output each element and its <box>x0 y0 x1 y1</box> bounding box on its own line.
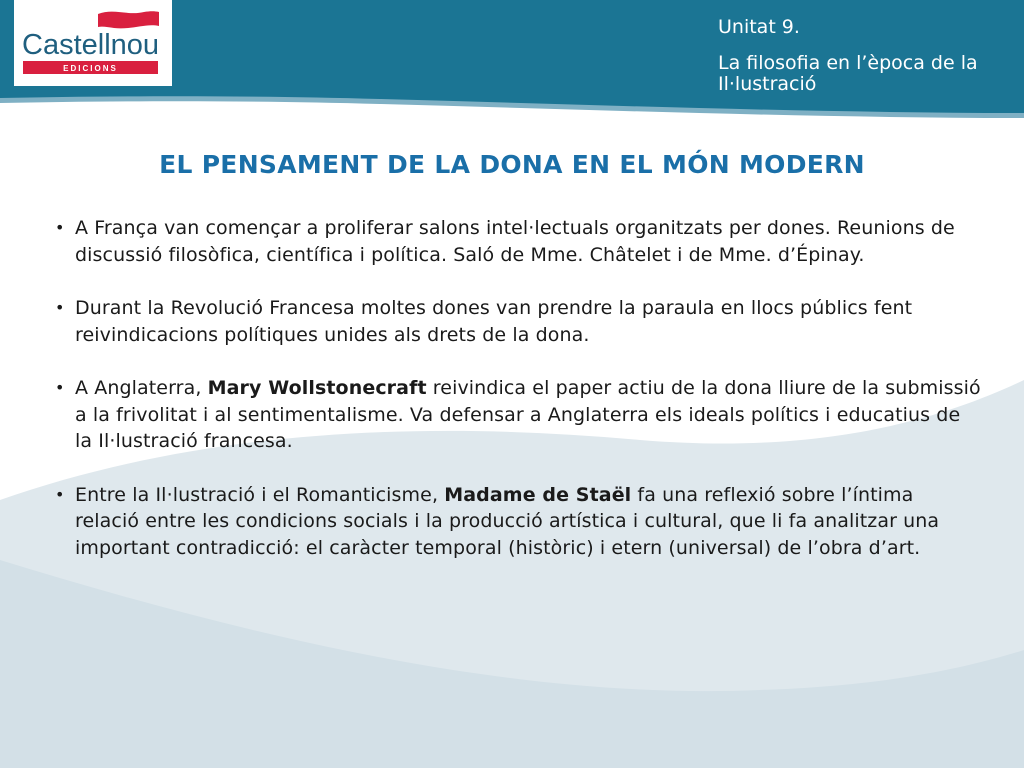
logo-subtitle: EDICIONS <box>63 64 118 73</box>
slide-title: EL PENSAMENT DE LA DONA EN EL MÓN MODERN <box>159 150 865 179</box>
logo-wordmark: Castellnou <box>22 29 160 61</box>
bullet-dot-icon: • <box>55 484 65 504</box>
bullet-text-after: reivindica el paper actiu de la dona lliure de la submissió a la frivolitat i al sentimentalisme. Va defensar a Anglaterra els ideals polítics i educatius de la Il·lustració francesa. <box>75 377 981 452</box>
bullet-text: Durant la Revolució Francesa moltes dones van prendre la paraula en llocs públics fent reivindicacions polítiques unides als drets de la dona. <box>75 297 913 346</box>
bullet-text-strong: Madame de Staël <box>444 483 632 506</box>
logo-flag <box>98 11 159 28</box>
bullet-text: A França van començar a proliferar salons intel·lectuals organitzats per dones. Reunions de discussió filosòfica, científica i política. Saló de Mme. Châtelet i de Mme. d’Épinay. <box>75 217 955 266</box>
unit-info <box>718 16 1008 95</box>
unit-title: La filosofia en l’època de la Il·lustració <box>718 52 978 95</box>
bullet-item-stael <box>52 482 982 562</box>
bullet-text-after: fa una reflexió sobre l’íntima relació entre les condicions socials i la producció artística i cultural, que li fa analitzar una important contradicció: el caràcter temporal (històric) i etern (universal) de l’obra d’art. <box>75 483 940 559</box>
bullet-text-before: Entre la Il·lustració i el Romanticisme, <box>75 483 445 506</box>
bullet-text-before: A Anglaterra, <box>75 377 208 399</box>
unit-label: Unitat 9. <box>718 16 800 38</box>
bullet-item-salons <box>52 215 982 268</box>
castellnou-logo <box>22 8 162 78</box>
bullet-list <box>52 215 982 588</box>
bullet-dot-icon: • <box>55 218 65 237</box>
bullet-dot-icon: • <box>55 378 65 397</box>
bullet-item-wollstonecraft <box>52 375 982 455</box>
bullet-item-revolucio <box>52 295 982 348</box>
bullet-text-strong: Mary Wollstonecraft <box>207 377 427 399</box>
bullet-dot-icon: • <box>55 298 65 317</box>
